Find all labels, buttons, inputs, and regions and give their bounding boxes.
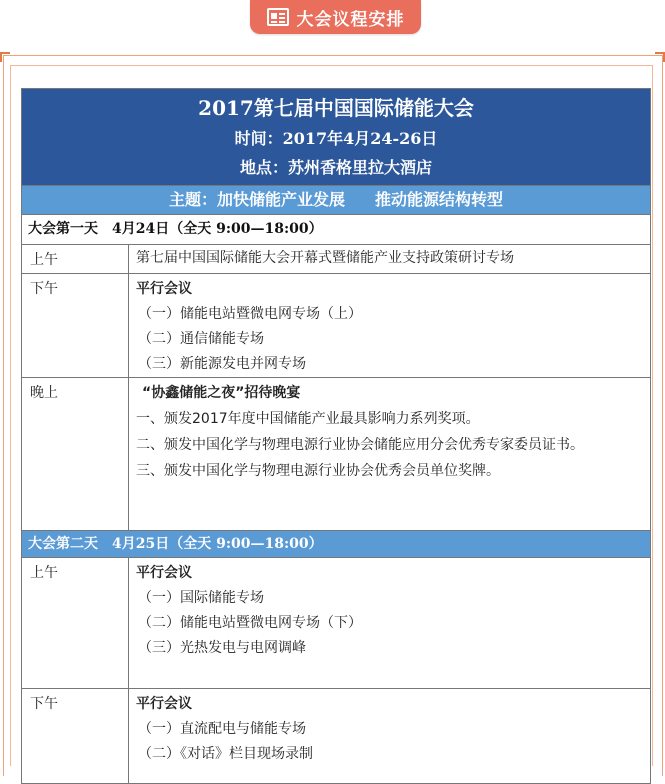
day1-morning-label: 上午	[22, 245, 129, 274]
theme-suffix: 推动能源结构转型	[375, 190, 504, 209]
day1-evening-content	[129, 378, 651, 531]
day1-afternoon-row	[22, 274, 651, 378]
day1-header	[22, 215, 651, 245]
session-item: （一）直流配电与储能专场	[138, 721, 306, 737]
session-heading: 平行会议	[136, 281, 192, 297]
conference-title: 2017第七届中国国际储能大会	[198, 96, 474, 120]
day2-afternoon-content	[129, 689, 651, 784]
newspaper-icon	[267, 8, 289, 26]
day2-morning-label: 上午	[22, 558, 129, 689]
session-heading: 平行会议	[136, 565, 192, 581]
conference-venue: 地点：苏州香格里拉大酒店	[239, 158, 432, 177]
frame-corner-right	[655, 52, 665, 62]
conference-time: 时间：2017年4月24-26日	[234, 129, 438, 148]
day1-evening-row	[22, 378, 651, 531]
session-item: （二）储能电站暨微电网专场（下）	[138, 615, 362, 631]
conference-header	[22, 89, 651, 186]
session-item: （三）新能源发电并网专场	[138, 356, 306, 372]
day1-morning-content: 第七届中国国际储能大会开幕式暨储能产业支持政策研讨专场	[129, 245, 651, 274]
day1-afternoon-content	[129, 274, 651, 378]
theme-prefix: 主题：加快储能产业发展	[168, 190, 345, 209]
award-item: 二、颁发中国化学与物理电源行业协会储能应用分会优秀专家委员证书。	[136, 437, 584, 453]
day2-morning-content	[129, 558, 651, 689]
dinner-heading: “协鑫储能之夜”招待晚宴	[142, 385, 301, 401]
session-item: （一）国际储能专场	[138, 590, 264, 606]
award-item: 一、颁发2017年度中国储能产业最具影响力系列奖项。	[136, 411, 480, 427]
day1-name: 大会第一天	[28, 221, 98, 237]
conference-theme	[22, 186, 651, 215]
day2-afternoon-label: 下午	[22, 689, 129, 784]
day2-date: 4月25日（全天 9:00—18:00）	[112, 536, 323, 552]
agenda-badge	[250, 0, 421, 34]
day1-date: 4月24日（全天 9:00—18:00）	[112, 221, 323, 237]
frame-corner-left	[0, 52, 10, 62]
day1-afternoon-label: 下午	[22, 274, 129, 378]
day2-afternoon-row	[22, 689, 651, 784]
day1-morning-row	[22, 245, 651, 274]
session-item: （三）光热发电与电网调峰	[138, 640, 306, 656]
agenda-table	[21, 88, 651, 784]
session-item: （一）储能电站暨微电网专场（上）	[138, 306, 362, 322]
day2-header	[22, 531, 651, 558]
day2-name: 大会第二天	[28, 536, 98, 552]
session-heading: 平行会议	[136, 696, 192, 712]
session-item: （二）通信储能专场	[138, 331, 264, 347]
day1-evening-label: 晚上	[22, 378, 129, 531]
badge-label: 大会议程安排	[296, 9, 405, 30]
day2-morning-row	[22, 558, 651, 689]
award-item: 三、颁发中国化学与物理电源行业协会优秀会员单位奖牌。	[136, 463, 500, 479]
session-item: （二）《对话》栏目现场录制	[138, 746, 313, 762]
